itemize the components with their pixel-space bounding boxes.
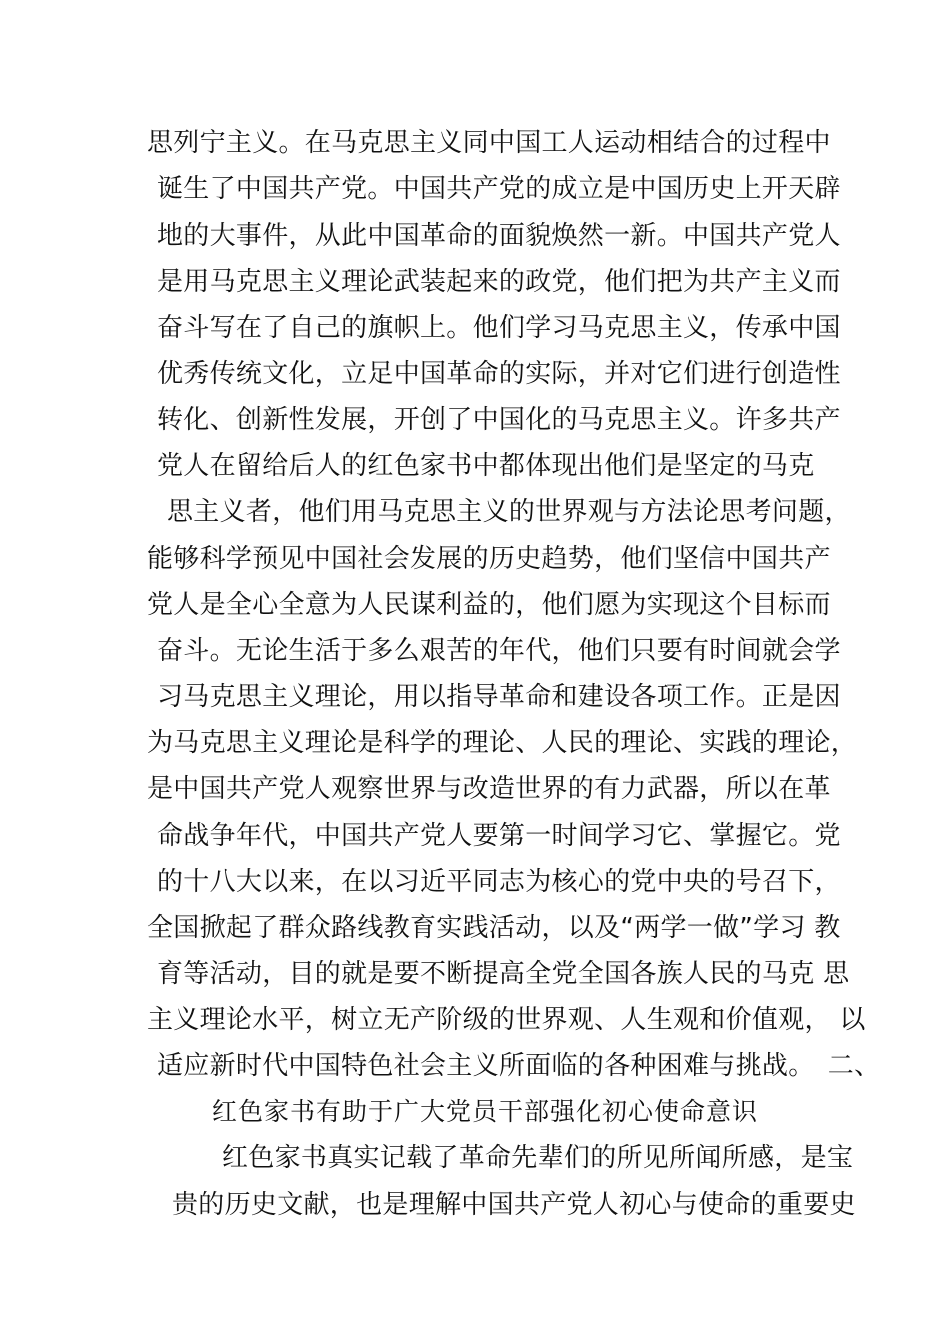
text-line-11: 党人是全心全意为人民谋利益的，他们愿为实现这个目标而 (147, 590, 831, 620)
text-line-4: 是用马克思主义理论武装起来的政党，他们把为共产主义而 (157, 267, 841, 297)
text-line-3: 地的大事件，从此中国革命的面貌焕然一新。中国共产党人 (157, 221, 841, 251)
text-line-5: 奋斗写在了自己的旗帜上。他们学习马克思主义，传承中国 (157, 313, 841, 343)
text-line-9: 思主义者，他们用马克思主义的世界观与方法论思考问题， (167, 497, 851, 527)
text-line-17: 的十八大以来，在以习近平同志为核心的党中央的号召下， (157, 867, 841, 897)
text-line-6: 优秀传统文化，立足中国革命的实际，并对它们进行创造性 (157, 359, 841, 389)
section-heading: 红色家书有助于广大党员干部强化初心使命意识 (212, 1097, 759, 1126)
text-line-15: 是中国共产党人观察世界与改造世界的有力武器，所以在革 (147, 774, 831, 804)
text-line-2: 诞生了中国共产党。中国共产党的成立是中国历史上开天辟 (157, 174, 841, 204)
text-line-1: 思列宁主义。在马克思主义同中国工人运动相结合的过程中 (147, 128, 831, 158)
text-line-10: 能够科学预见中国社会发展的历史趋势，他们坚信中国共产 (147, 544, 831, 574)
text-line-16: 命战争年代，中国共产党人要第一时间学习它、掌握它。党 (157, 821, 841, 851)
text-line-8: 党人在留给后人的红色家书中都体现出他们是坚定的马克 (157, 451, 815, 481)
text-line-14: 为马克思主义理论是科学的理论、人民的理论、实践的理论， (147, 728, 858, 758)
text-line-21: 适应新时代中国特色社会主义所面临的各种困难与挑战。 二、 (157, 1051, 881, 1081)
text-line-23: 红色家书真实记载了革命先辈们的所见所闻所感，是宝 (222, 1143, 854, 1173)
text-line-24: 贵的历史文献，也是理解中国共产党人初心与使命的重要史 (172, 1190, 856, 1220)
text-line-7: 转化、创新性发展，开创了中国化的马克思主义。许多共产 (157, 405, 841, 435)
text-line-20: 主义理论水平，树立无产阶级的世界观、人生观和价值观， 以 (147, 1005, 866, 1035)
text-line-12: 奋斗。无论生活于多么艰苦的年代，他们只要有时间就会学 (157, 636, 841, 666)
text-line-18: 全国掀起了群众路线教育实践活动，以及“两学一做”学习 教 (147, 913, 841, 943)
text-line-13: 习马克思主义理论，用以指导革命和建设各项工作。正是因 (157, 682, 841, 712)
text-line-19: 育等活动，目的就是要不断提高全党全国各族人民的马克 思 (157, 959, 850, 989)
